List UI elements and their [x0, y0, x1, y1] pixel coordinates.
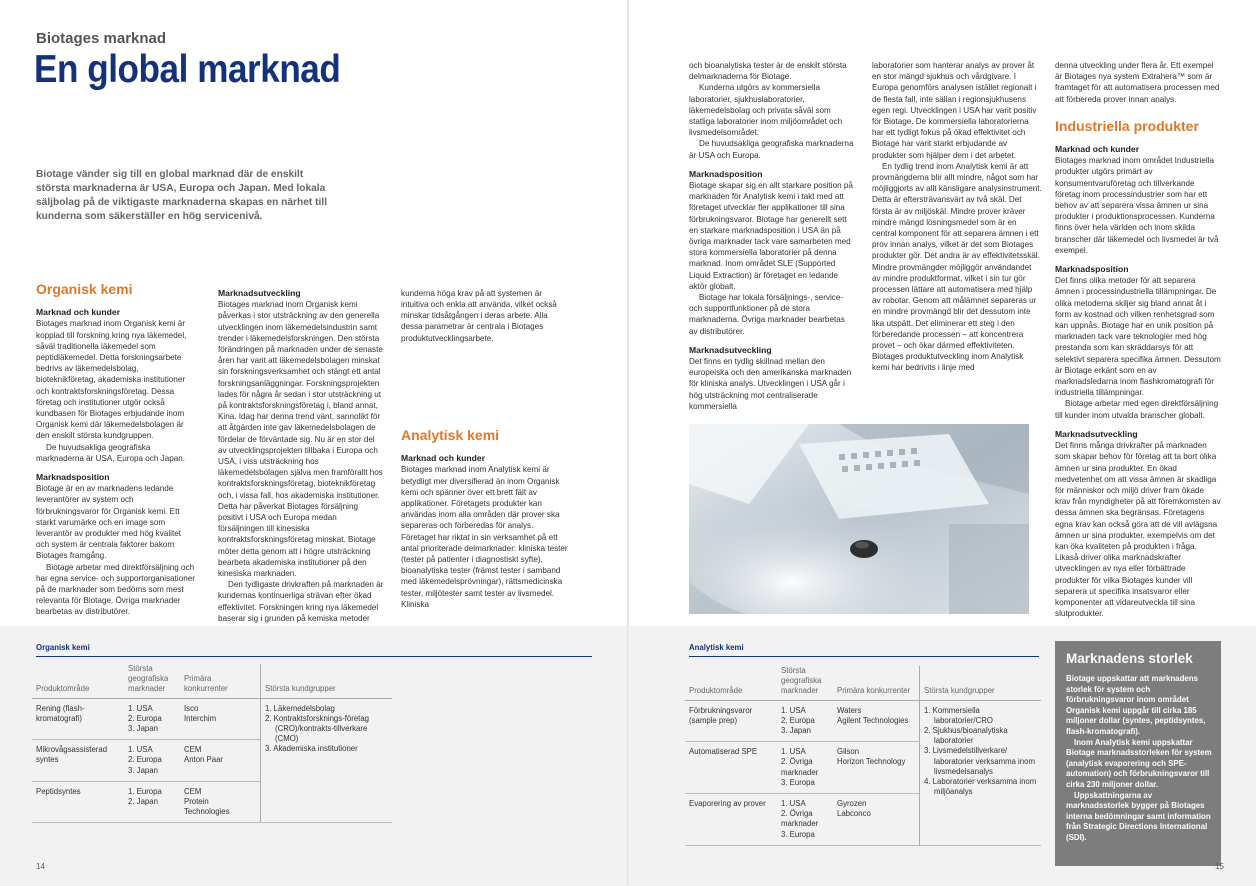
paragraph: De huvudsakliga geografiska marknaderna är USA och Europa.: [689, 139, 854, 160]
cell-markets: 1. Europa 2. Japan: [124, 781, 180, 823]
table-row: [32, 698, 392, 740]
cell-area: Förbrukningsvaror (sample prep): [685, 700, 777, 742]
table-row: [685, 700, 1041, 742]
subheading-market-customers: Marknad och kunder: [401, 453, 486, 464]
market-size-body: [1066, 674, 1216, 844]
col-header: Största geografiska marknader: [124, 664, 180, 698]
paragraph: Biotages marknad inom Organisk kemi är kopplad till forskning kring nya läkemedel, såväl traditionella läkemedel som peptidläkemedel. Detta forskningsarbete bedrivs av läkemedelsbolag, bioteknikföretag, akademiska institutioner och kontraktsforskningsföretag. Dessa företag och institutioner utgör också kundbasen för Biotages erbjudande inom Organisk kemi där läkemedelsbolagen är den enskilt största kundgruppen.: [36, 319, 187, 441]
subheading-market-position: Marknadsposition: [36, 472, 110, 483]
cell-customers: 1. Läkemedelsbolag 2. Kontraktsforsknings-företag (CRO)/kontrakts-tillverkare (CMO) 3. Akademiska institutioner: [261, 698, 393, 823]
right-page: [629, 0, 1256, 886]
col-header: Största kundgrupper: [920, 666, 1042, 700]
paragraph: Biotages marknad inom området Industriella produkter utgörs primärt av konsumentvaruföretag och tillverkande företag inom processindustrier som har ett behov av att separera vissa ämnen ur sina produkter i produktionsprocessen. Kunderna finns över hela världen och inom skilda branscher där läkemedel och livsmedel är två exempel.: [1055, 156, 1219, 255]
cell-markets: 1. USA 2. Europa 3. Japan: [124, 698, 180, 740]
market-table-analytic: [685, 666, 1041, 846]
cell-competitors: Gilson Horizon Technology: [833, 742, 920, 794]
cell-area: Rening (flash-kromatografi): [32, 698, 124, 740]
cell-markets: 1. USA 2. Övriga marknader 3. Europa: [777, 742, 833, 794]
page-number: 15: [1215, 862, 1224, 871]
table-title: Organisk kemi: [36, 643, 90, 652]
column-organic-1: [36, 281, 196, 618]
paragraph: De huvudsakliga geografiska marknaderna är USA, Europa och Japan.: [36, 442, 186, 463]
cell-customers: 1. Kommersiella laboratorier/CRO 2. Sjukhus/bioanalytiska laboratorier 3. Livsmedelstillverkare/ laboratorier verksamma inom livsmedelsanalys 4. Laboratorier verksamma inom miljöanalys: [920, 700, 1042, 845]
cell-competitors: CEM Protein Technologies: [180, 781, 261, 823]
paragraph: Inom Analytisk kemi uppskattar Biotage marknadsstorleken för system (analytisk evaporering och SPE-automation) och förbrukningsvaror till cirka 230 miljoner dollar.: [1066, 737, 1212, 789]
subheading-market-development: Marknadsutveckling: [1055, 428, 1138, 439]
section-kicker: Biotages marknad: [36, 30, 167, 47]
cell-area: Evaporering av prover: [685, 794, 777, 846]
heading-organic: Organisk kemi: [36, 281, 133, 297]
subheading-market-development: Marknadsutveckling: [218, 288, 301, 298]
paragraph-tail: kunderna höga krav på att systemen är intuitiva och enkla att använda, vilket också minskar tidsåtgången i deras arbete. Alla dessa parametrar är centrala i Biotages produktutvecklingsarbete.: [401, 288, 557, 343]
table-rule: [689, 656, 1039, 657]
left-page: [0, 0, 627, 886]
cell-area: Mikrovågsassisterad syntes: [32, 740, 124, 782]
subheading-market-development: Marknadsutveckling: [689, 344, 772, 355]
paragraph: Kunderna utgörs av kommersiella laboratorier, sjukhuslaboratorier, läkemedelsbolag och privata såväl som statliga laboratorier inom miljöområdet och livsmedelsområdet.: [689, 83, 843, 138]
col-header: Produktområde: [685, 666, 777, 700]
paragraph: laboratorier som hanterar analys av prover åt en stor mängd sjukhus och vårdgivare. I Europa genomförs analysen istället regionalt i de flesta fall, inte sällan i regionsjukhusens egen regi. Utvecklingen i USA har varit positiv för Biotage. De kommersiella laboratorierna har ett tydligt fokus på ökad effektivitet och Biotage har varit starkt erbjudande av produkter som hjälper dem i det arbetet.: [872, 61, 1037, 160]
col-header: Primära konkurrenter: [833, 666, 920, 700]
heading-analytic: Analytisk kemi: [401, 427, 500, 443]
column-right-1: [689, 60, 855, 412]
column-organic-2: [218, 288, 384, 675]
col-header: Produktområde: [32, 664, 124, 698]
page-title: En global marknad: [34, 48, 341, 91]
paragraph: Biotages marknad inom Organisk kemi påverkas i stor utsträckning av den generella utvecklingen inom läkemedelsindustrin samt trender i läkemedelsforskningen. Den största förändringen på marknaden under de senaste åren har varit att läkemedelsbolagen minskat sin forskningsverksamhet och stängt ett antal forskningsanläggningar. Forskningsprojekten lades för några år sedan i stor utsträckning ut på kontraktsforskningsföretag i, bland annat, Kina. Idag har denna trend vänt, sannolikt för att åtgärden inte gav läkemedelsbolagen de fördelar de förväntade sig. Nu är en stor del av utvecklingsprojekten tillbaka i Europa och USA, i viss utsträckning hos läkemedelsbolagen själva men framförallt hos kontraktsforskningsföretag, bioteknikföretag och, i vissa fall, hos akademiska institutioner. Detta har påverkat Biotages försäljning positivt i USA och Europa medan försäljningen till kinesiska kontraktsforskningsföretag minskat. Biotage möter detta genom att i högre utsträckning bearbeta akademiska institutioner på den kinesiska marknaden.: [218, 300, 383, 579]
cell-competitors: Waters Agilent Technologies: [833, 700, 920, 742]
paragraph: Biotage har lokala försäljnings-, service- och supportfunktioner på de stora marknaderna. Övriga marknader bearbetas av distributörer.: [689, 293, 845, 336]
paragraph: Det finns en tydlig skillnad mellan den europeiska och den amerikanska marknaden för kliniska analys. Utvecklingen i USA går i hög utsträckning mot centraliserade kommersiella: [689, 357, 852, 411]
lab-photo: [689, 424, 1029, 614]
subheading-market-position: Marknadsposition: [1055, 264, 1129, 275]
paragraph: och bioanalytiska tester är de enskilt största delmarknaderna för Biotage.: [689, 61, 847, 82]
paragraph: Det finns olika metoder för att separera ämnen i processindustriella tillämpningar. De olika metoderna skiljer sig bland annat åt i form av kostnad och vilken renhetsgrad som kan uppnås. Biotage har en unik position på marknaden tack vare teknologier med hög prestanda som kan skräddarsys för att selektivt separera specifika ämnen. Dessutom är Biotage erkänt som en av marknadsledarna inom flashkromatografi för industriella tillämpningar.: [1055, 276, 1221, 398]
col-header: Största kundgrupper: [261, 664, 393, 698]
cell-competitors: CEM Anton Paar: [180, 740, 261, 782]
subheading-market-position: Marknadsposition: [689, 168, 763, 179]
cell-markets: 1. USA 2. Europa 3. Japan: [777, 700, 833, 742]
market-size-box: [1055, 641, 1221, 866]
market-table-organic: [32, 664, 392, 823]
lab-photo-illustration: [689, 424, 1029, 614]
paragraph: Biotage är en av marknadens ledande leverantörer av system och förbrukningsvaror för Organisk kemi. Ett starkt varumärke och en image som leverantör av produkter med hög kvalitet och system är centrala faktorer bakom Biotages framgång.: [36, 484, 181, 561]
column-right-2: [872, 60, 1042, 374]
cell-competitors: Isco Interchim: [180, 698, 261, 740]
cell-markets: 1. USA 2. Europa 3. Japan: [124, 740, 180, 782]
cell-competitors: Gyrozen Labconco: [833, 794, 920, 846]
col-header: Största geografiska marknader: [777, 666, 833, 700]
paragraph: Det finns många drivkrafter på marknaden som skapar behov för företag att ta bort olika ämnen ur sina produkter. En ökad medvetenhet om att vissa ämnen är skadliga för människor och miljö driver fram ökade krav från myndigheter på att föremkomsten av dessa ämnen ska begränsas. Företagens egna krav kan också göra att de vill avlägsna ämnen ur sina produkter, exempelvis om det kan öka kvaliteten på produkten i fråga. Likaså driver olika marknadskrafter utvecklingen av nya eller förbättrade produkter för vilka Biotages kunder vill separera ut specifika insatsvaror eller komponenter att vidareutveckla till sina slutprodukter.: [1055, 441, 1221, 619]
cell-area: Automatiserad SPE: [685, 742, 777, 794]
column-analytic-1: [401, 288, 569, 610]
paragraph: Den tydligaste drivkraften på marknaden är kundernas kontinuerliga strävan efter ökad effektivitet. Forskningen kring nya läkemedel baserar sig i grunden på kemiska metoder: [218, 580, 384, 623]
paragraph: Biotage arbetar med direktförsäljning och har egna service- och supportorganisationer på de marknader som bedöms som mest relevanta för Biotage. Övriga marknader bearbetas av distributörer.: [36, 562, 195, 617]
paragraph: Uppskattningarna av marknadsstorlek bygger på Biotages interna bedömningar samt information från Strategic Directions International (SDI).: [1066, 790, 1211, 842]
paragraph-continued: [401, 288, 569, 424]
paragraph: Biotage uppskattar att marknadens storlek för system och förbrukningsvaror inom området Organisk kemi uppgår till cirka 185 miljoner dollar (syntes, peptidsyntes, flash-kromatografi).: [1066, 674, 1206, 736]
cell-markets: 1. USA 2. Övriga marknader 3. Europa: [777, 794, 833, 846]
heading-industrial: Industriella produkter: [1055, 117, 1199, 134]
subheading-market-customers: Marknad och kunder: [36, 307, 121, 318]
paragraph: En tydlig trend inom Analytisk kemi är att provmängderna blir allt mindre, något som har möjliggjorts av allt känsligare analysinstrument. Detta är eftersträvansvärt av två skäl. Det första är av miljöskäl. Mindre prover kräver mindre mängd lösningsmedel som är en central komponent för att separera ämnen i ett prov innan analys, vilket är det som Biotages produkter gör. Det andra är av effektivitetsskäl. Mindre provmängder möjliggör användandet av mindre produktformat, vilket i sin tur gör processen lättare att automatisera med hjälp av robotar. Genom att målämnet separeras ur en mindre provmängd blir det dessutom inte lika utspätt. Det eliminerar ett steg i den förberedande processen – att koncentrera provet – och ökar därmed effektiviteten. Biotages produktutveckling inom Analytisk kemi har bedrivits i linje med: [872, 161, 1042, 373]
table-title: Analytisk kemi: [689, 643, 744, 652]
paragraph: Biotage arbetar med egen direktförsäljning till kunder inom utvalda branscher globalt.: [1055, 399, 1219, 420]
paragraph: Biotage skapar sig en allt starkare position på marknaden för Analytisk kemi i takt med att företaget utvecklar fler applikationer till sina förbrukningsvaror. Biotage har generellt sett en starkare marknadsposition i USA än på övriga marknader tack vare samarbeten med stora kommersiella laboratorier på denna marknad. Inom området SLE (Supported Liquid Extraction) är företaget en ledande aktör globalt.: [689, 181, 853, 291]
column-right-3: [1055, 60, 1221, 619]
lead-paragraph: Biotage vänder sig till en global marknad där de enskilt största marknaderna är USA, Europa och Japan. Med lokala säljbolag på de viktigaste marknaderna skapas en närhet till kunderna som säkerställer en hög servicenivå.: [36, 169, 328, 222]
page-number: 14: [36, 862, 45, 871]
paragraph: Biotages marknad inom Analytisk kemi är betydligt mer diversifierad än inom Organisk kemi och spänner över ett brett fält av applikationer. Företagets produkter kan användas inom alla områden där prover ska separeras och förberedas för analys. Företaget har riktat in sin verksamhet på ett antal prioriterade delmarknader: kliniska tester (tester på patienter i diagnostiskt syfte), bioanalytiska tester (främst tester i samband med läkemedelsprövningar), rättsmedicinska tester, miljötester samt tester av livsmedel. Kliniska: [401, 465, 568, 609]
col-header: Primära konkurrenter: [180, 664, 261, 698]
paragraph: denna utveckling under flera år. Ett exempel är Biotages nya system Extrahera™ som är framtaget för att automatisera processen med att förbereda prover innan analys.: [1055, 61, 1220, 104]
cell-area: Peptidsyntes: [32, 781, 124, 823]
subheading-market-customers: Marknad och kunder: [1055, 144, 1140, 155]
table-rule: [36, 656, 592, 657]
market-size-title: Marknadens storlek: [1066, 651, 1193, 666]
